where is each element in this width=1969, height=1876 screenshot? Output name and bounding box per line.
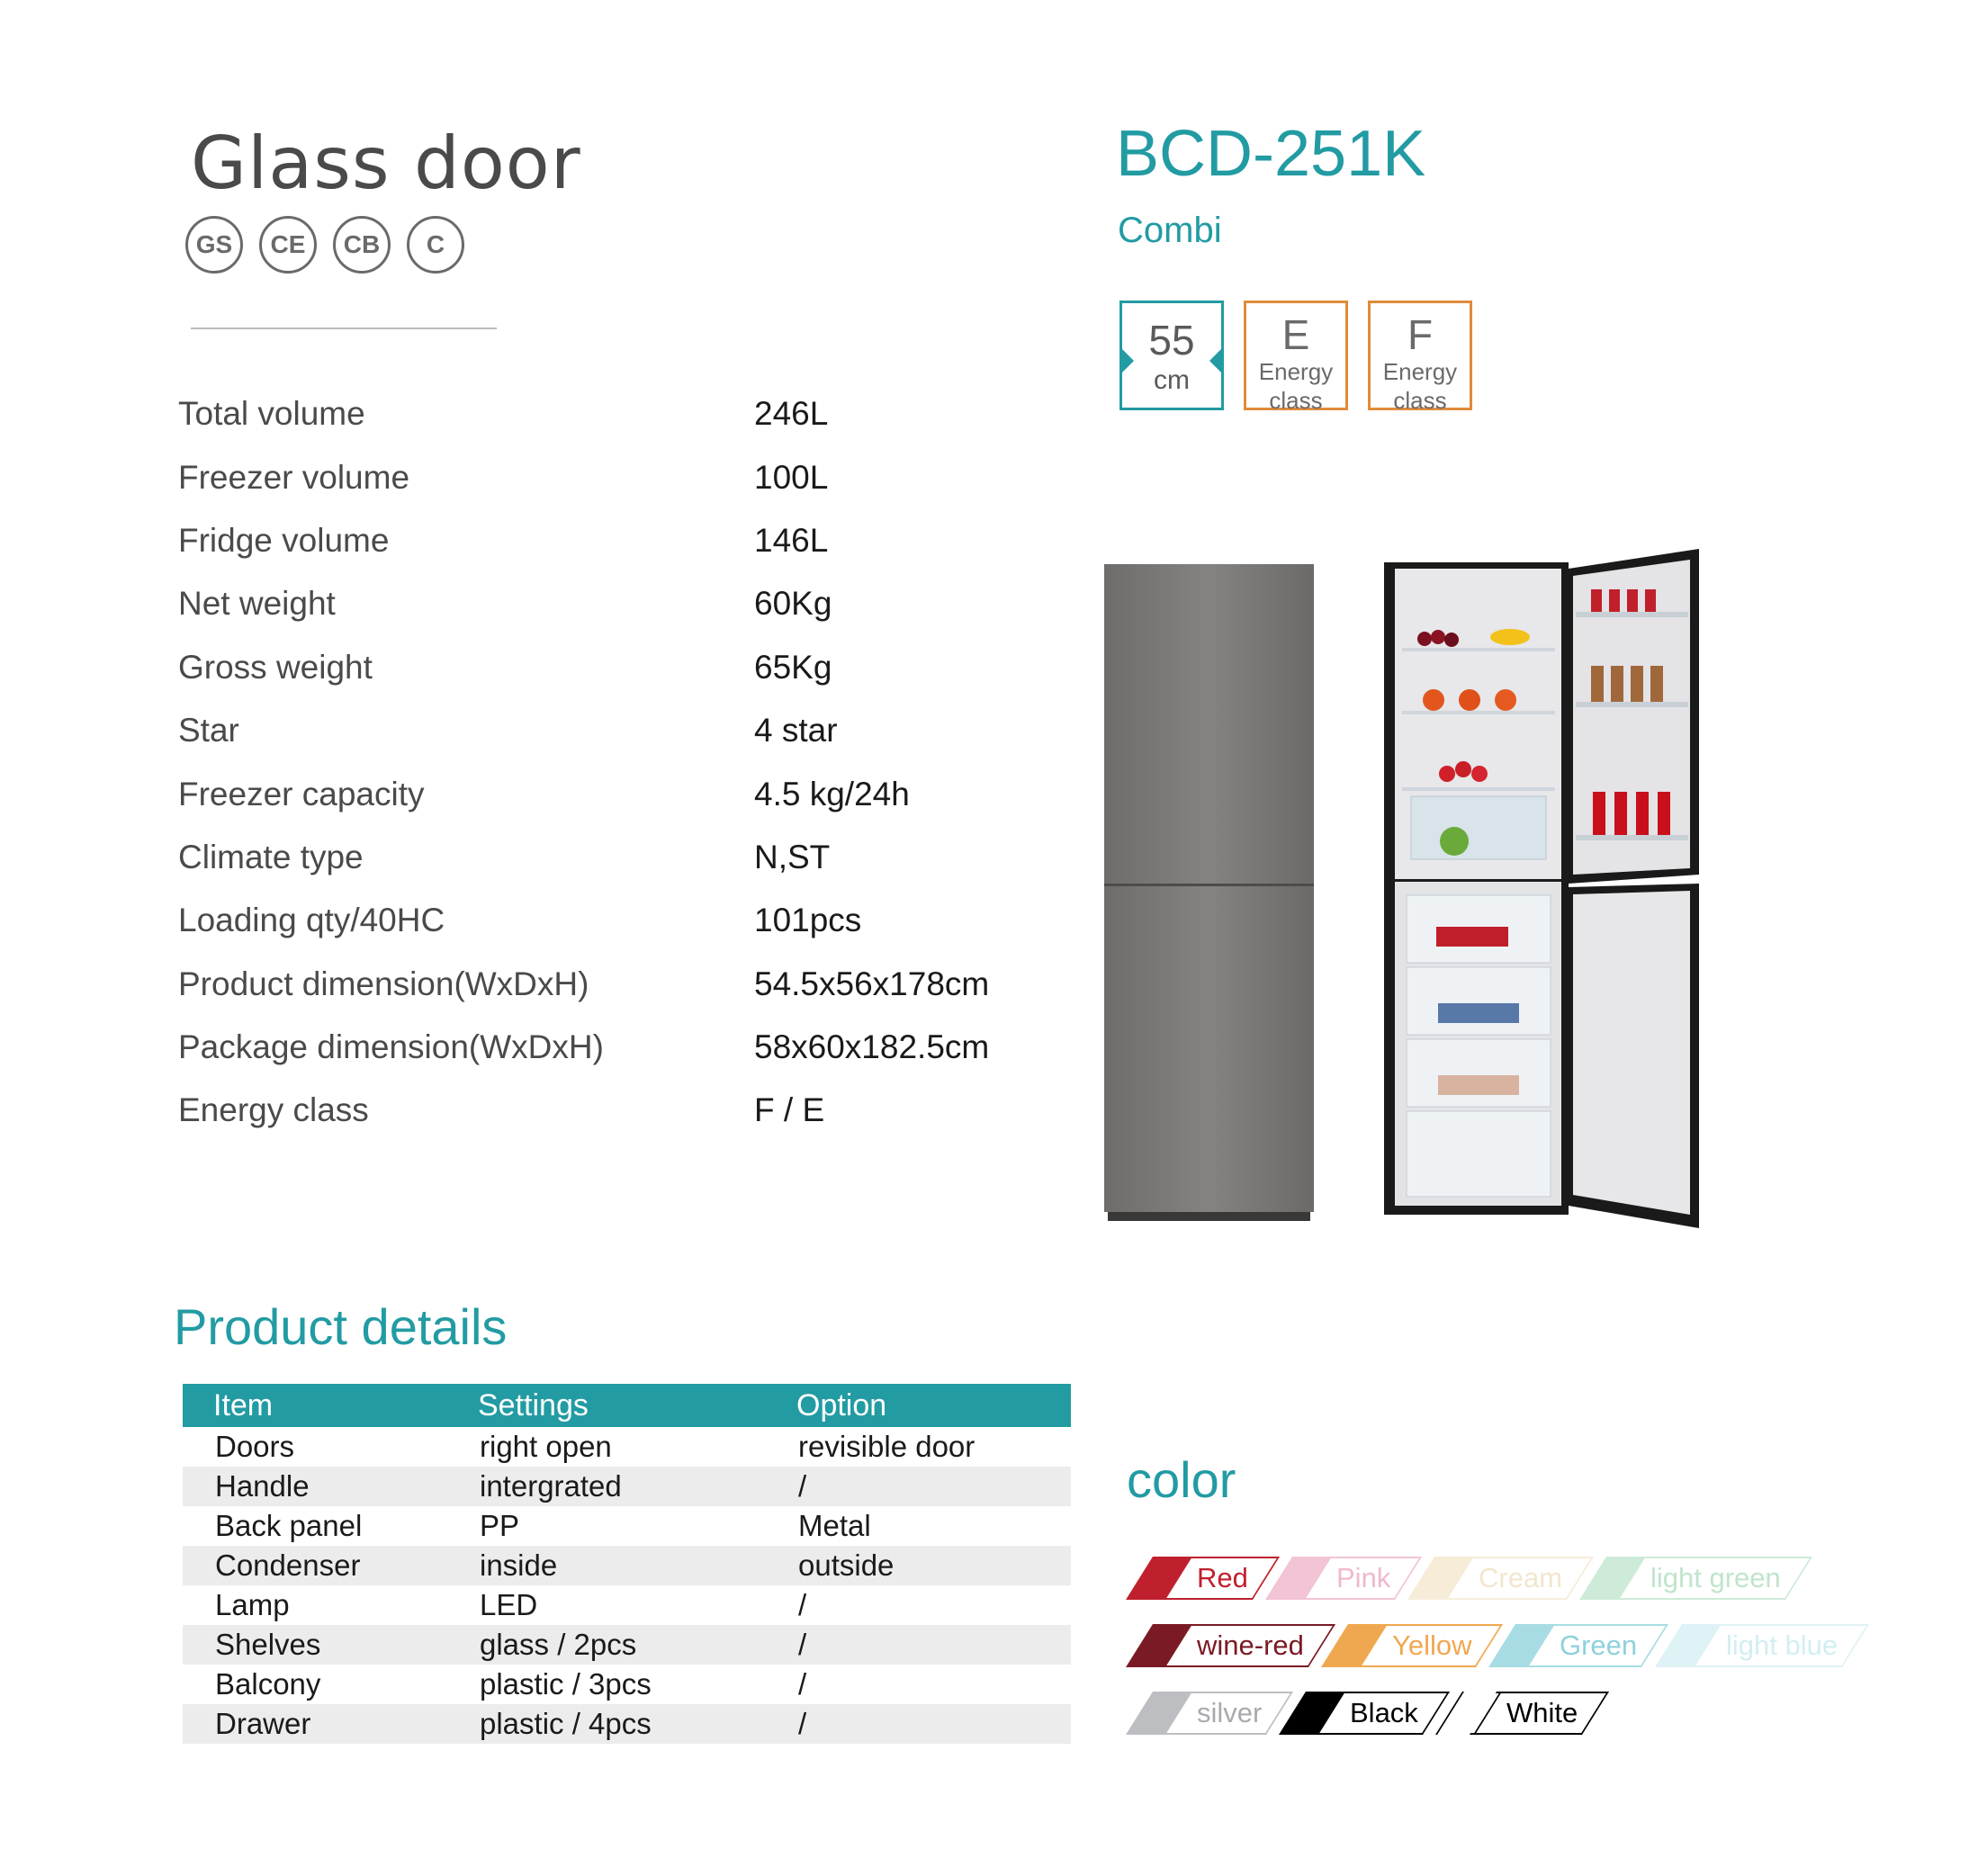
safety-mark-icon: C	[407, 216, 464, 274]
spec-label: Freezer capacity	[178, 775, 425, 812]
table-cell: Doors	[215, 1430, 295, 1463]
color-name: Cream	[1479, 1562, 1563, 1593]
table-cell: Drawer	[183, 1704, 447, 1744]
fridge-open-image	[1384, 549, 1708, 1233]
spec-label: Freezer volume	[178, 458, 410, 496]
energy-label-line1: Energy	[1258, 358, 1334, 385]
model-number: BCD-251K	[1116, 118, 1426, 190]
color-swatch	[1489, 1624, 1655, 1667]
spec-label: Fridge volume	[178, 521, 390, 559]
table-row	[183, 1625, 1071, 1665]
color-swatch	[1127, 1557, 1266, 1600]
color-name: White	[1506, 1697, 1578, 1728]
spec-label: Energy class	[178, 1091, 369, 1129]
ce-mark-icon: CE	[259, 216, 317, 274]
spec-value: 54.5x56x178cm	[754, 965, 990, 1002]
spec-row	[178, 953, 1078, 1016]
table-cell: Lamp	[215, 1588, 290, 1621]
color-swatch	[1127, 1692, 1280, 1735]
color-name: light green	[1650, 1562, 1781, 1593]
spec-value: 60Kg	[754, 585, 832, 623]
energy-label-line1: Energy	[1382, 358, 1458, 385]
spec-value: 246L	[754, 395, 829, 433]
product-details-table	[183, 1384, 1071, 1744]
table-cell: Shelves	[183, 1625, 447, 1665]
color-swatch	[1656, 1624, 1856, 1667]
arrow-left-icon	[1209, 346, 1224, 375]
energy-letter: E	[1281, 311, 1310, 358]
cb-mark-icon: CB	[333, 216, 391, 274]
color-name: silver	[1197, 1697, 1263, 1728]
table-cell: Balcony	[215, 1667, 321, 1701]
table-cell: /	[798, 1667, 807, 1701]
table-cell: revisible door	[798, 1430, 976, 1463]
column-header: Option	[766, 1384, 1071, 1427]
table-cell: /	[766, 1625, 1071, 1665]
table-cell: Metal	[798, 1509, 871, 1542]
color-swatch-row	[1127, 1557, 1799, 1600]
spec-label: Climate type	[178, 838, 364, 875]
table-cell: PP	[480, 1509, 520, 1542]
table-row	[183, 1704, 1071, 1744]
table-cell: plastic / 3pcs	[480, 1667, 652, 1701]
width-value: 55	[1148, 317, 1195, 364]
spec-row	[178, 1016, 1078, 1079]
spec-label: Net weight	[178, 585, 336, 623]
spec-label: Loading qty/40HC	[178, 902, 445, 939]
spec-row	[178, 382, 1078, 445]
spec-row	[178, 509, 1078, 572]
color-name: wine-red	[1197, 1629, 1304, 1661]
color-name: Green	[1560, 1629, 1638, 1661]
spec-value: 100L	[754, 458, 829, 496]
color-name: Yellow	[1391, 1629, 1472, 1661]
table-header-row	[183, 1384, 1071, 1427]
color-name: Red	[1197, 1562, 1248, 1593]
spec-value: 58x60x182.5cm	[754, 1028, 990, 1066]
table-cell: inside	[447, 1546, 766, 1585]
divider	[191, 328, 497, 329]
table-cell: Condenser	[183, 1546, 447, 1585]
table-cell: /	[766, 1704, 1071, 1744]
arrow-right-icon	[1119, 346, 1134, 375]
table-cell: Back panel	[215, 1509, 363, 1542]
table-body	[183, 1427, 1071, 1744]
spec-value: F / E	[754, 1091, 825, 1129]
gs-mark-icon: GS	[185, 216, 243, 274]
table-row	[183, 1546, 1071, 1585]
color-name: light blue	[1725, 1629, 1838, 1661]
product-details-title: Product details	[174, 1298, 508, 1355]
table-cell: LED	[480, 1588, 538, 1621]
table-cell: right open	[480, 1430, 612, 1463]
table-row	[183, 1665, 1071, 1704]
table-row	[183, 1467, 1071, 1506]
color-swatch	[1266, 1557, 1408, 1600]
color-swatch	[1280, 1692, 1436, 1735]
spec-list	[178, 382, 1078, 1143]
energy-class-e-badge	[1244, 301, 1348, 414]
table-row	[183, 1427, 1071, 1467]
spec-value: 146L	[754, 521, 829, 559]
table-cell: /	[798, 1588, 807, 1621]
table-cell: /	[766, 1467, 1071, 1506]
page-title: Glass door	[191, 121, 581, 205]
certification-marks	[185, 216, 464, 274]
color-swatch	[1408, 1557, 1580, 1600]
spec-label: Product dimension(WxDxH)	[178, 965, 589, 1002]
spec-value: N,ST	[754, 838, 831, 875]
table-cell: glass / 2pcs	[447, 1625, 766, 1665]
width-unit: cm	[1154, 365, 1190, 395]
spec-row	[178, 699, 1078, 762]
table-row	[183, 1506, 1071, 1546]
energy-class-f-badge	[1368, 301, 1472, 414]
spec-row	[178, 826, 1078, 889]
spec-row	[178, 889, 1078, 952]
spec-label: Package dimension(WxDxH)	[178, 1028, 604, 1066]
spec-row	[178, 636, 1078, 699]
column-header: Item	[183, 1384, 447, 1427]
color-swatch	[1580, 1557, 1799, 1600]
color-swatch	[1322, 1624, 1489, 1667]
color-swatch-row	[1127, 1624, 1856, 1667]
table-cell: plastic / 4pcs	[447, 1704, 766, 1744]
color-swatch-row	[1127, 1692, 1596, 1735]
fridge-closed-image	[1104, 564, 1314, 1221]
spec-value: 65Kg	[754, 648, 832, 686]
model-type: Combi	[1118, 211, 1222, 250]
spec-value: 4.5 kg/24h	[754, 775, 910, 812]
energy-letter: F	[1407, 311, 1434, 358]
color-name: Black	[1350, 1697, 1419, 1728]
spec-value: 101pcs	[754, 902, 862, 939]
color-name: Pink	[1335, 1562, 1391, 1593]
column-header: Settings	[447, 1384, 766, 1427]
table-cell: outside	[766, 1546, 1071, 1585]
color-swatch	[1127, 1624, 1322, 1667]
spec-label: Gross weight	[178, 648, 373, 686]
spec-value: 4 star	[754, 712, 838, 750]
energy-label-line2: class	[1393, 387, 1447, 414]
table-row	[183, 1585, 1071, 1625]
color-title: color	[1127, 1451, 1236, 1508]
spec-label: Star	[178, 712, 239, 750]
spec-row	[178, 1079, 1078, 1142]
width-badge	[1119, 301, 1224, 410]
spec-row	[178, 572, 1078, 635]
table-cell: intergrated	[447, 1467, 766, 1506]
energy-label-line2: class	[1269, 387, 1323, 414]
spec-label: Total volume	[178, 395, 365, 433]
color-swatch	[1436, 1692, 1596, 1735]
spec-row	[178, 445, 1078, 508]
table-cell: Handle	[183, 1467, 447, 1506]
spec-row	[178, 762, 1078, 825]
